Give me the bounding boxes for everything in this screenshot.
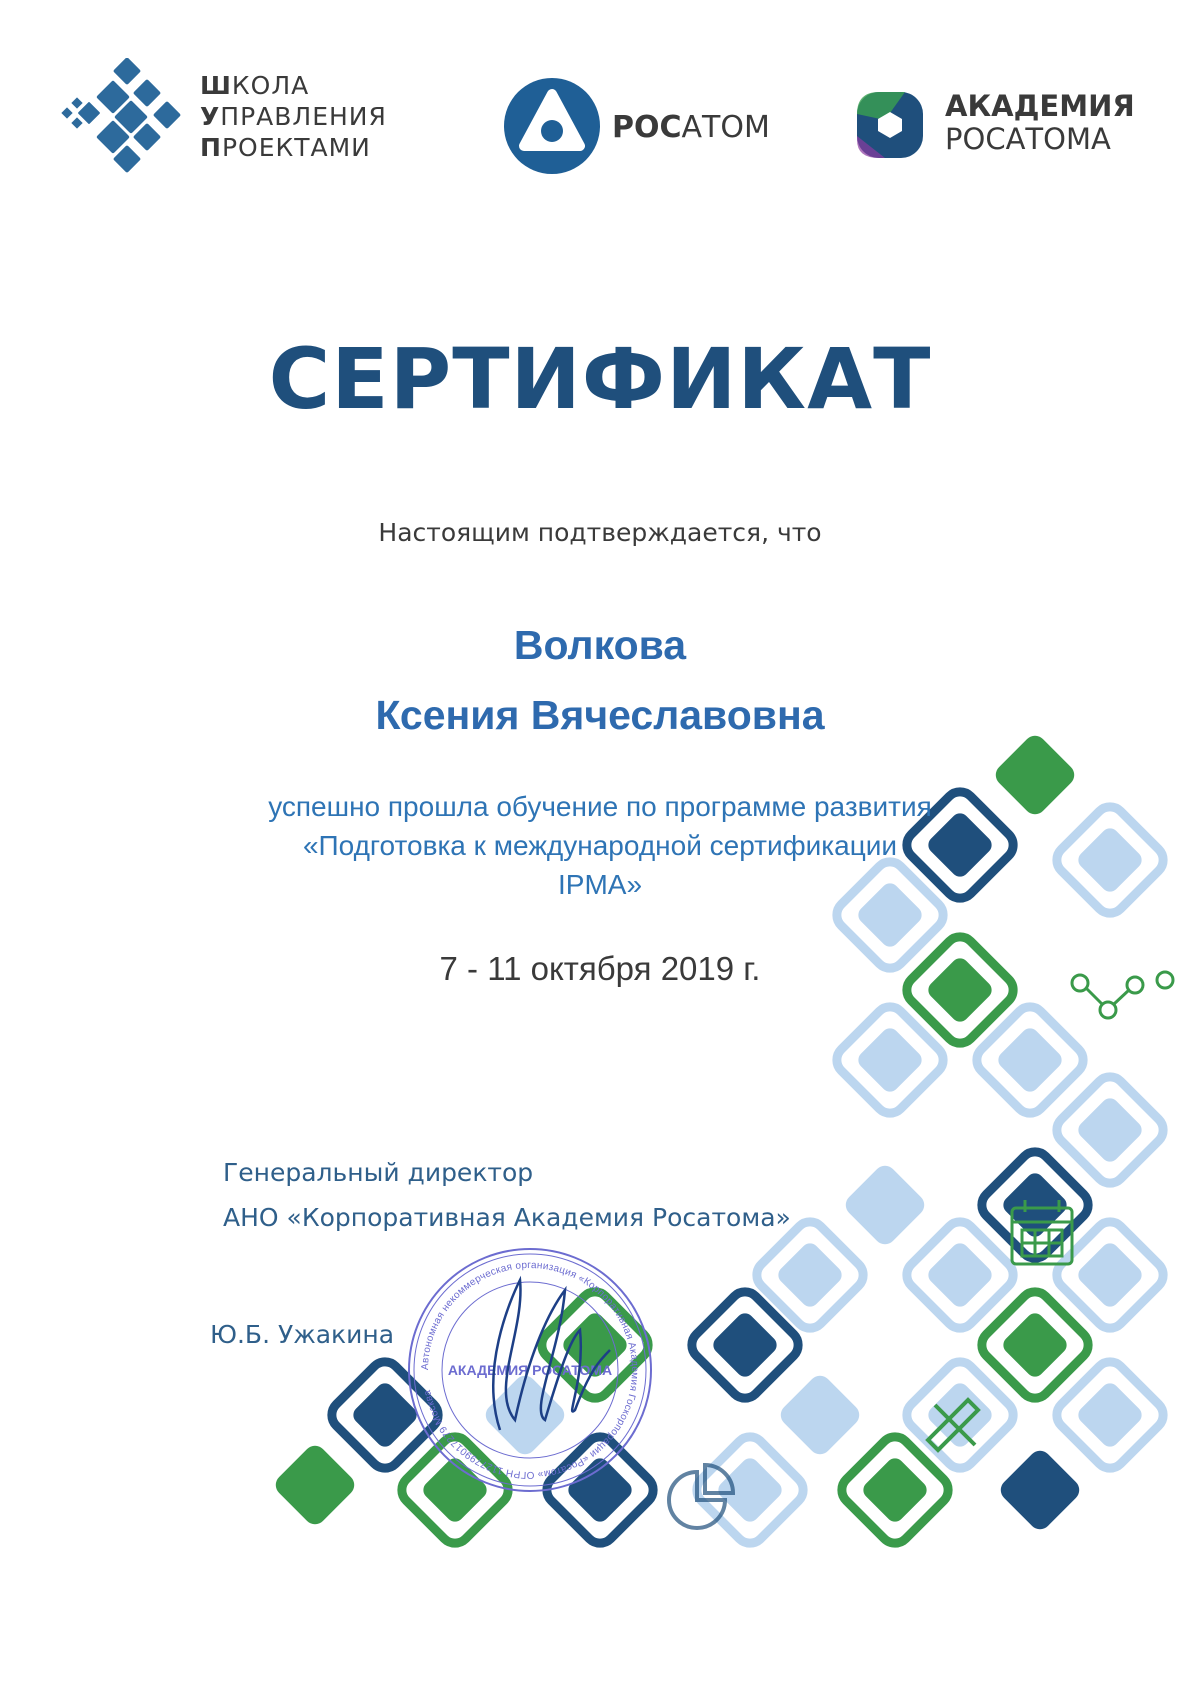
academy-logo-mark: [855, 90, 925, 164]
signer-organization: АНО «Корпоративная Академия Росатома»: [223, 1203, 791, 1232]
decorative-diamond: [751, 1216, 870, 1335]
signer-position: Генеральный директор: [223, 1158, 534, 1187]
decorative-diamond: [996, 1446, 1084, 1534]
program-line-2: «Подготовка к международной сертификации: [302, 830, 898, 861]
rosatom-logo-text: РОСАТОМ: [612, 110, 770, 145]
recipient-surname: Волкова: [513, 622, 687, 668]
decorative-diamond: [686, 1286, 805, 1405]
decorative-diamond: [691, 1431, 810, 1550]
signer-name: Ю.Б. Ужакина: [210, 1320, 395, 1349]
handwritten-signature: [470, 1270, 630, 1444]
rosatom-logo-mark: [502, 76, 602, 180]
stamp-text: Автономная некоммерческая организация «Корпоративная Академия Госкорпорации «Росатом» ОГРН 1127799017279 Москва: [419, 1259, 641, 1481]
school-logo-text: ШКОЛА УПРАВЛЕНИЯ ПРОЕКТАМИ: [200, 71, 387, 162]
school-logo-mark: [58, 58, 188, 192]
certificate-title: СЕРТИФИКАТ: [268, 330, 932, 428]
intro-text: Настоящим подтверждается, что: [378, 518, 822, 547]
decorative-diamond: [841, 1161, 929, 1249]
stamp-center: АКАДЕМИЯ РОСАТОМА: [447, 1362, 613, 1378]
academy-logo-text: АКАДЕМИЯ РОСАТОМА: [945, 89, 1135, 156]
decorative-diamond: [271, 1441, 359, 1529]
recipient-given-names: Ксения Вячеславовна: [375, 692, 825, 738]
program-line-3: IPMA»: [557, 869, 643, 900]
decorative-diamond: [1051, 1071, 1170, 1190]
course-date: 7 - 11 октября 2019 г.: [439, 950, 761, 987]
decorative-diamond: [776, 1371, 864, 1459]
program-line-1: успешно прошла обучение по программе развития: [268, 791, 932, 822]
